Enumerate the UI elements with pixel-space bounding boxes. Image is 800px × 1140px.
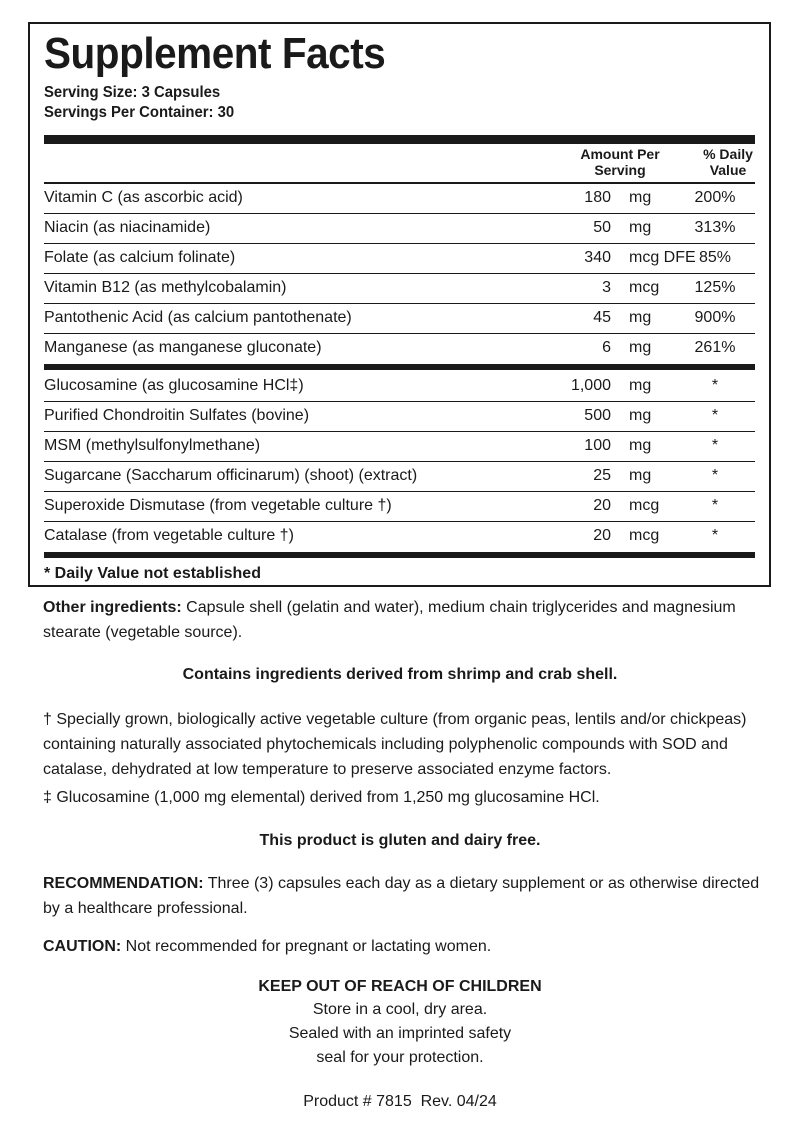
gluten-dairy-statement: This product is gluten and dairy free. — [259, 832, 541, 849]
ingredient-row — [44, 372, 755, 402]
storage-line: Store in a cool, dry area. — [312, 1001, 488, 1018]
ingredient-unit: mg — [629, 407, 652, 424]
nutrient-name: Manganese (as manganese gluconate) — [44, 339, 322, 356]
amount-per-serving-header — [560, 146, 680, 178]
other-ingredients-label: Other ingredients: — [43, 599, 182, 616]
nutrient-unit: mg — [629, 309, 652, 326]
ingredient-amount: 20 — [593, 497, 611, 514]
ingredient-unit: mcg — [629, 497, 660, 514]
nutrient-amount: 340 — [584, 249, 611, 266]
ingredient-daily-value: * — [711, 467, 719, 484]
nutrient-amount: 6 — [602, 339, 611, 356]
ingredient-name: Superoxide Dismutase (from vegetable culture †) — [44, 497, 392, 514]
servings-per-container: Servings Per Container: 30 — [44, 104, 235, 121]
nutrient-amount: 3 — [602, 279, 611, 296]
double-dagger-footnote: ‡ Glucosamine (1,000 mg elemental) derived from 1,250 mg glucosamine HCl. — [43, 789, 600, 806]
nutrient-daily-value: 261% — [694, 339, 736, 356]
ingredient-daily-value: * — [711, 407, 719, 424]
nutrient-unit: mcg — [629, 279, 660, 296]
ingredient-daily-value: * — [711, 527, 719, 544]
ingredient-name: Catalase (from vegetable culture †) — [44, 527, 294, 544]
ingredient-row — [44, 492, 755, 522]
keep-out-warning: KEEP OUT OF REACH OF CHILDREN — [258, 978, 542, 995]
ingredient-name: Sugarcane (Saccharum officinarum) (shoot) (extract) — [44, 467, 418, 484]
daily-value-header — [690, 146, 766, 178]
ingredient-amount: 100 — [584, 437, 611, 454]
section-divider-bar — [44, 364, 755, 370]
nutrient-unit: mg — [629, 219, 652, 236]
nutrient-row — [44, 214, 755, 244]
nutrient-name: Vitamin B12 (as methylcobalamin) — [44, 279, 287, 296]
ingredient-row — [44, 432, 755, 462]
allergen-statement: Contains ingredients derived from shrimp and crab shell. — [182, 666, 618, 683]
ingredient-row — [44, 402, 755, 432]
ingredient-row — [44, 522, 755, 552]
nutrient-unit: mg — [629, 339, 652, 356]
recommendation-text: Three (3) capsules each day as a dietary supplement or as otherwise directed by a healthcare professional. — [43, 875, 760, 917]
ingredient-daily-value: * — [711, 437, 719, 454]
ingredient-name: Glucosamine (as glucosamine HCl‡) — [44, 377, 304, 394]
dv-header-line2: Value — [709, 162, 747, 178]
ingredient-daily-value: * — [711, 377, 719, 394]
caution-text: Not recommended for pregnant or lactating women. — [121, 938, 492, 955]
nutrient-row — [44, 274, 755, 304]
nutrient-daily-value: 313% — [694, 219, 736, 236]
nutrient-name: Vitamin C (as ascorbic acid) — [44, 189, 243, 206]
header-bar — [44, 135, 755, 144]
ingredient-row — [44, 462, 755, 492]
caution-label: CAUTION: — [43, 938, 122, 955]
nutrient-name: Folate (as calcium folinate) — [44, 249, 236, 266]
nutrient-row — [44, 184, 755, 214]
nutrient-unit: mg — [629, 189, 652, 206]
nutrient-amount: 45 — [593, 309, 611, 326]
recommendation-label: RECOMMENDATION: — [43, 875, 204, 892]
ingredient-name: MSM (methylsulfonylmethane) — [44, 437, 261, 454]
storage-line: Sealed with an imprinted safety — [288, 1025, 512, 1042]
daily-value-note: * Daily Value not established — [44, 565, 261, 582]
ingredient-unit: mcg — [629, 527, 660, 544]
nutrient-row — [44, 334, 755, 364]
other-ingredients-text: Capsule shell (gelatin and water), medium chain triglycerides and magnesium stearate (vegetable source). — [43, 599, 736, 641]
ingredient-name: Purified Chondroitin Sulfates (bovine) — [44, 407, 310, 424]
nutrient-daily-value: 900% — [694, 309, 736, 326]
caution — [43, 934, 773, 959]
amount-header-line1: Amount Per — [580, 146, 660, 162]
nutrient-amount: 50 — [593, 219, 611, 236]
nutrient-name: Pantothenic Acid (as calcium pantothenate) — [44, 309, 352, 326]
ingredient-daily-value: * — [711, 497, 719, 514]
ingredient-unit: mg — [629, 437, 652, 454]
dv-header-line1: % Daily — [703, 146, 753, 162]
nutrient-name: Niacin (as niacinamide) — [44, 219, 211, 236]
amount-header-line2: Serving — [594, 162, 646, 178]
footer-bar — [44, 552, 755, 558]
nutrient-daily-value: 125% — [694, 279, 736, 296]
panel-title: Supplement Facts — [44, 29, 386, 78]
nutrient-row — [44, 244, 755, 274]
ingredient-unit: mg — [629, 467, 652, 484]
nutrient-row — [44, 304, 755, 334]
product-number: Product # 7815 Rev. 04/24 — [303, 1093, 497, 1110]
other-ingredients — [43, 595, 773, 645]
supplement-facts-panel — [28, 22, 771, 587]
recommendation — [43, 871, 773, 921]
nutrient-amount: 180 — [584, 189, 611, 206]
ingredient-amount: 1,000 — [570, 377, 611, 394]
ingredient-amount: 25 — [593, 467, 611, 484]
ingredient-amount: 20 — [593, 527, 611, 544]
nutrient-daily-value: 200% — [694, 189, 736, 206]
ingredient-amount: 500 — [584, 407, 611, 424]
nutrient-daily-value: 85% — [698, 249, 732, 266]
serving-size: Serving Size: 3 Capsules — [44, 84, 221, 101]
dagger-footnote: † Specially grown, biologically active vegetable culture (from organic peas, lentils and/or chickpeas) containing naturally associated phytochemicals including polyphenolic compounds with SOD and catalase, dehydrated at low temperature to preserve associated enzyme factors. — [43, 711, 747, 778]
storage-line: seal for your protection. — [316, 1049, 484, 1066]
ingredient-unit: mg — [629, 377, 652, 394]
nutrient-unit: mcg DFE — [629, 249, 696, 266]
